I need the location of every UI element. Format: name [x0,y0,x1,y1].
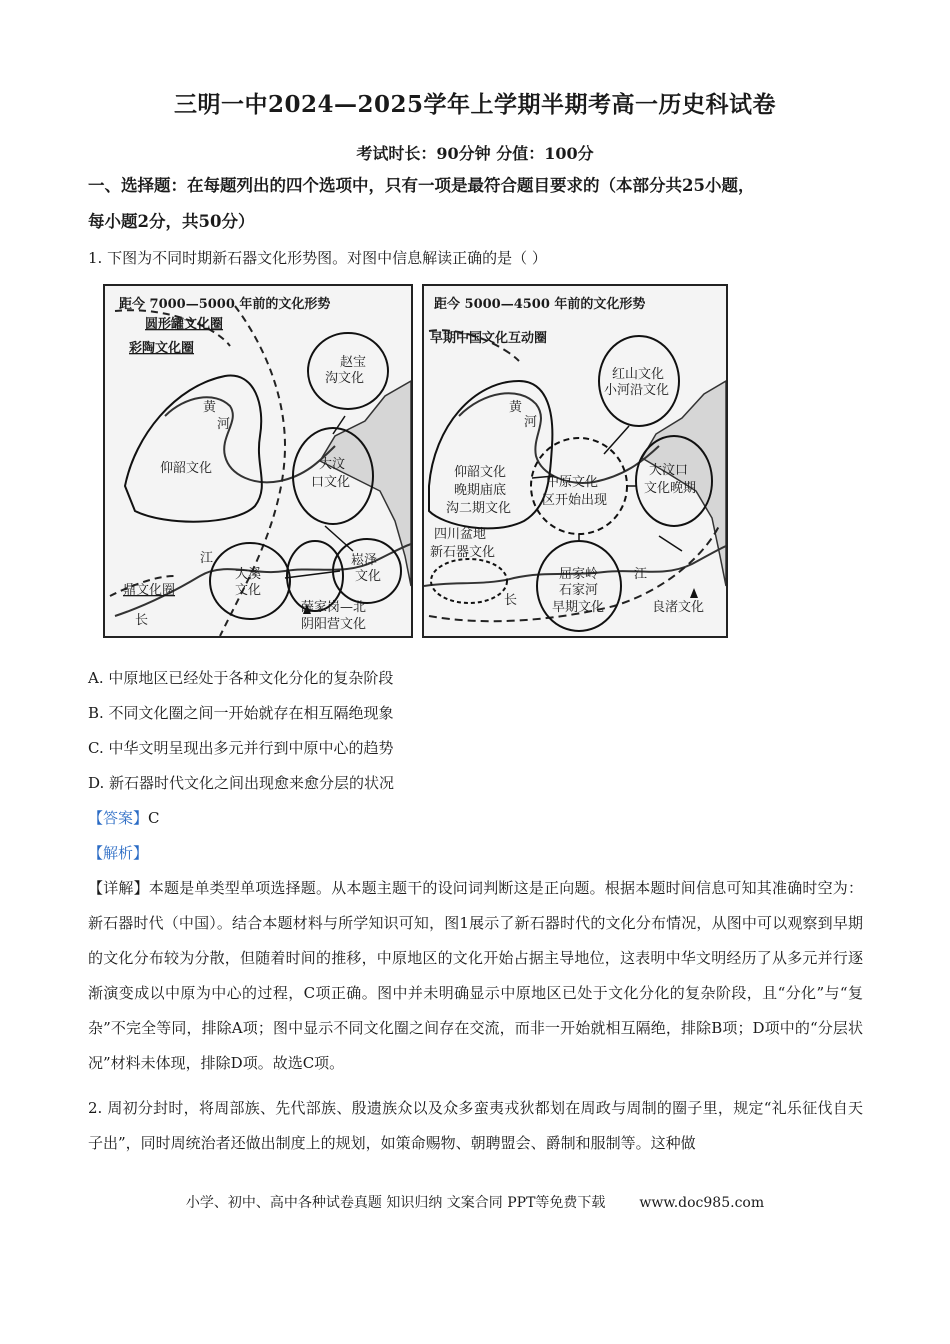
label-dawenkou-late-2: 文化晚期 [644,481,697,496]
analysis-tag: 【解析】 [88,844,149,862]
label-daxi-2: 文化 [235,583,262,598]
label-jiang-2: 江 [634,567,648,582]
label-dawenkou-2: 口文化 [311,475,351,490]
label-ding: 鼎文化圈 [123,583,176,598]
label-central-2: 区开始出现 [542,493,608,508]
label-xuejia-1: 薛家岗—北 [301,600,367,615]
answer-tag: 【答案】 [88,809,149,827]
option-b: B. 不同文化圈之间一开始就存在相互隔绝现象 [88,704,394,722]
arrow-dawenkou-songze [325,526,353,551]
label-circle-pot: 圆形罐文化圈 [145,317,224,332]
page-footer [0,1192,950,1212]
label-huang: 黄 [203,400,217,415]
label-chang: 长 [135,613,149,628]
label-yangshao-late-1: 仰韶文化 [454,465,507,480]
label-qujialing-1: 屈家岭 [559,567,599,582]
label-he: 河 [217,417,231,432]
section-heading-line1: 一、选择题：在每题列出的四个选项中，只有一项是最符合题目要求的（本部分共25小题， [88,176,755,195]
map-1-figure [105,286,411,636]
label-dawenkou-late-1: 大汶口 [649,463,689,478]
label-dawenkou-1: 大汶 [319,457,346,472]
footer-url[interactable]: www.doc985.com [639,1195,765,1211]
label-interaction-sphere: 早期中国文化互动圈 [430,331,548,346]
map-neolithic-7000-5000 [103,284,413,638]
exam-info: 考试时长：90分钟 分值：100分 [356,144,594,163]
label-zhaobao-1: 赵宝 [340,355,367,370]
label-sichuan-2: 新石器文化 [430,545,496,560]
question-2-text: 2. 周初分封时，将周部族、先代部族、殷遗族众以及众多蛮夷戎狄都划在周政与周制的圈子里，规定“礼乐征伐自天子出”，同时周统治者还做出制度上的规划，如策命赐物、朝聘盟会、爵制和服制等。这种做 [88,1099,863,1152]
label-zhaobao-2: 沟文化 [325,371,365,386]
footer-text: 小学、初中、高中各种试卷真题 知识归纳 文案合同 PPT等免费下载 [185,1195,606,1211]
yangshao-circle [125,376,262,522]
label-songze-2: 文化 [355,569,382,584]
label-liangzhu: 良渚文化 [652,600,705,615]
label-hongshan-1: 红山文化 [612,367,665,382]
question-1-explanation: 【详解】本题是单类型单项选择题。从本题主题干的设问词判断这是正向题。根据本题时间信息可知其准确时空为：新石器时代（中国）。结合本题材料与所学知识可知，图1展示了新石器时代的文化分布情况，从图中可以观察到早期的文化分布较为分散，但随着时间的推移，中原地区的文化开始占据主导地位，这表明中华文明经历了从多元并行逐渐演变成以中原为中心的过程，C项正确。图中并未明确显示中原地区已处于文化分化的复杂阶段，且“分化”与“复杂”不完全等同，排除A项；图中显示不同文化圈之间存在交流，而非一开始就相互隔绝，排除B项；D项中的“分层状况”材料未体现，排除D项。故选C项。 [88,879,863,1072]
label-sichuan-1: 四川盆地 [434,527,487,542]
label-hongshan-2: 小河沿文化 [604,383,670,398]
label-qujialing-3: 早期文化 [552,600,605,615]
answer-value: C [148,809,160,827]
page-title: 三明一中2024—2025学年上学期半期考高一历史科试卷 [173,91,777,118]
label-yangshao-late-2: 晚期庙底 [454,483,507,498]
option-d: D. 新石器时代文化之间出现愈来愈分层的状况 [88,774,395,792]
label-yangshao: 仰韶文化 [160,461,213,476]
label-songze-1: 崧泽 [351,553,378,568]
arrow-hongshan-central [604,426,629,454]
option-c: C. 中华文明呈现出多元并行到中原中心的趋势 [88,739,394,757]
label-xuejia-2: 阴阳营文化 [301,617,367,632]
map-2-figure [424,286,726,636]
section-heading-line2: 每小题2分，共50分） [88,212,255,231]
arrow-to-liangzhu [659,536,682,551]
label-qujialing-2: 石家河 [559,583,599,598]
label-he-2: 河 [524,415,538,430]
label-daxi-1: 大溪 [235,567,262,582]
label-chang-2: 长 [504,593,518,608]
label-huang-2: 黄 [509,400,523,415]
arrow-daxi-songze [285,571,340,578]
site-marker-2 [690,588,698,598]
map-2-title: 距今 5000—4500 年前的文化形势 [434,297,646,312]
option-a: A. 中原地区已经处于各种文化分化的复杂阶段 [88,669,394,687]
label-yangshao-late-3: 沟二期文化 [446,501,512,516]
section-heading [88,168,888,240]
analysis-line [88,842,148,863]
map-1-title: 距今 7000—5000 年前的文化形势 [119,297,331,312]
answer-line [88,807,160,828]
label-painted-pottery: 彩陶文化圈 [129,341,195,356]
label-jiang: 江 [200,551,214,566]
label-central-1: 中原文化 [546,475,599,490]
map-neolithic-5000-4500 [422,284,728,638]
question-1-stem: 1. 下图为不同时期新石器文化形势图。对图中信息解读正确的是（ ） [88,249,547,267]
